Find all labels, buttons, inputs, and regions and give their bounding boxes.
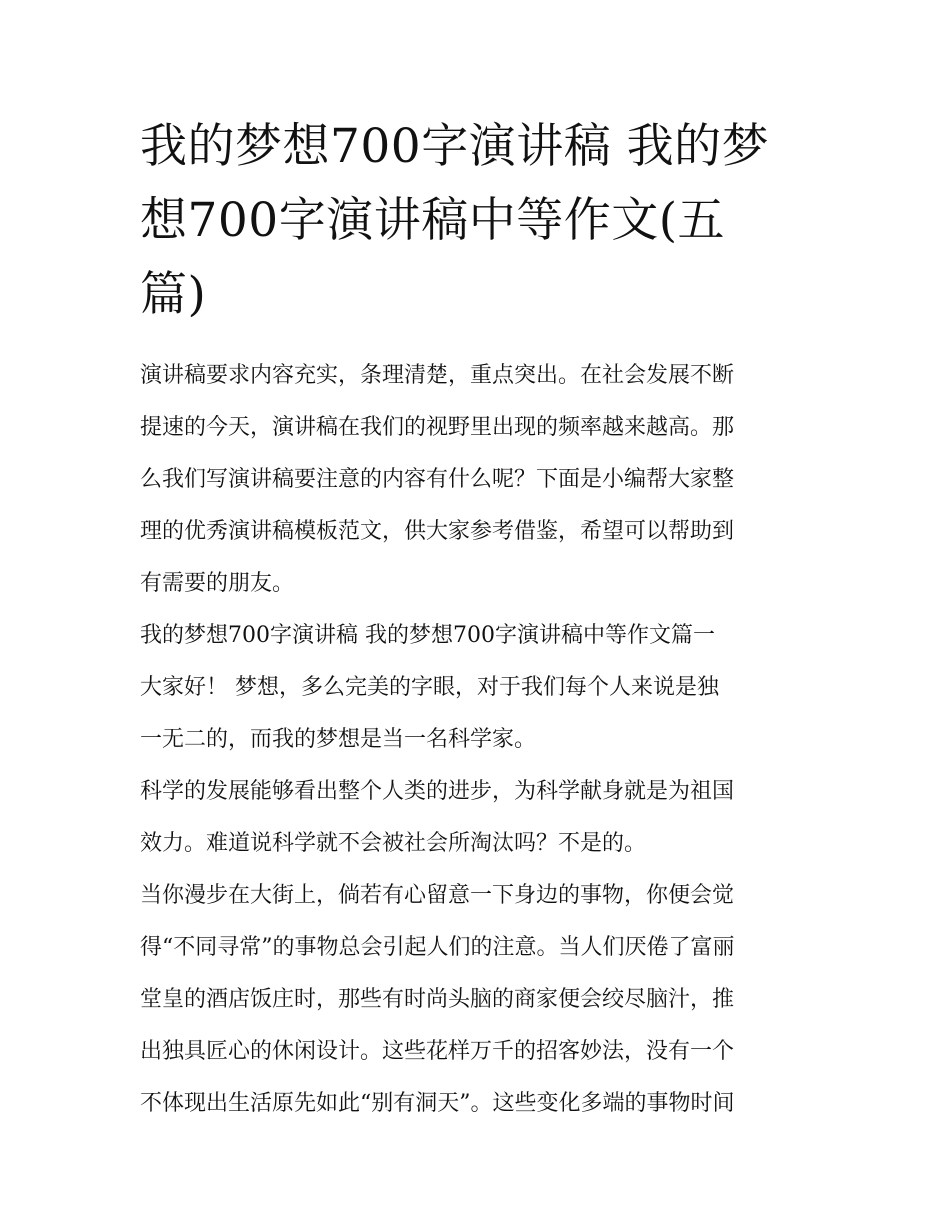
text-line: 得“不同寻常”的事物总会引起人们的注意。当人们厌倦了富丽: [140, 935, 735, 960]
text-line: 演讲稿要求内容充实，条理清楚，重点突出。在社会发展不断: [140, 363, 735, 388]
text-line: 效力。难道说科学就不会被社会所淘汰吗？不是的。: [140, 831, 647, 856]
text-line: 当你漫步在大街上，倘若有心留意一下身边的事物，你便会觉: [140, 883, 735, 908]
document-body: [140, 350, 815, 1130]
text-line: 有需要的朋友。: [140, 571, 295, 596]
text-line: 么我们写演讲稿要注意的内容有什么呢？下面是小编帮大家整: [140, 467, 735, 492]
text-line: 一无二的，而我的梦想是当一名科学家。: [140, 727, 537, 752]
intro-paragraph: [140, 350, 815, 610]
section-heading-paragraph: [140, 610, 815, 662]
street-paragraph: [140, 870, 815, 1130]
science-paragraph: [140, 766, 815, 870]
title-line: 我的梦想700字演讲稿 我的梦: [140, 119, 770, 174]
text-line: 大家好！ 梦想，多么完美的字眼，对于我们每个人来说是独: [140, 675, 719, 700]
text-line: 我的梦想700字演讲稿 我的梦想700字演讲稿中等作文篇一: [140, 623, 715, 648]
title-line: 想700字演讲稿中等作文(五: [140, 193, 726, 248]
text-line: 堂皇的酒店饭庄时，那些有时尚头脑的商家便会绞尽脑汁，推: [140, 987, 735, 1012]
text-line: 科学的发展能够看出整个人类的进步，为科学献身就是为祖国: [140, 779, 735, 804]
text-line: 出独具匠心的休闲设计。这些花样万千的招客妙法，没有一个: [140, 1039, 735, 1064]
text-line: 不体现出生活原先如此“别有洞天”。这些变化多端的事物时间: [140, 1091, 735, 1116]
document-title: [140, 110, 815, 332]
text-line: 提速的今天，演讲稿在我们的视野里出现的频率越来越高。那: [140, 415, 735, 440]
document-page: [140, 110, 815, 1130]
greeting-paragraph: [140, 662, 815, 766]
text-line: 理的优秀演讲稿模板范文，供大家参考借鉴，希望可以帮助到: [140, 519, 735, 544]
title-line: 篇): [140, 267, 207, 322]
